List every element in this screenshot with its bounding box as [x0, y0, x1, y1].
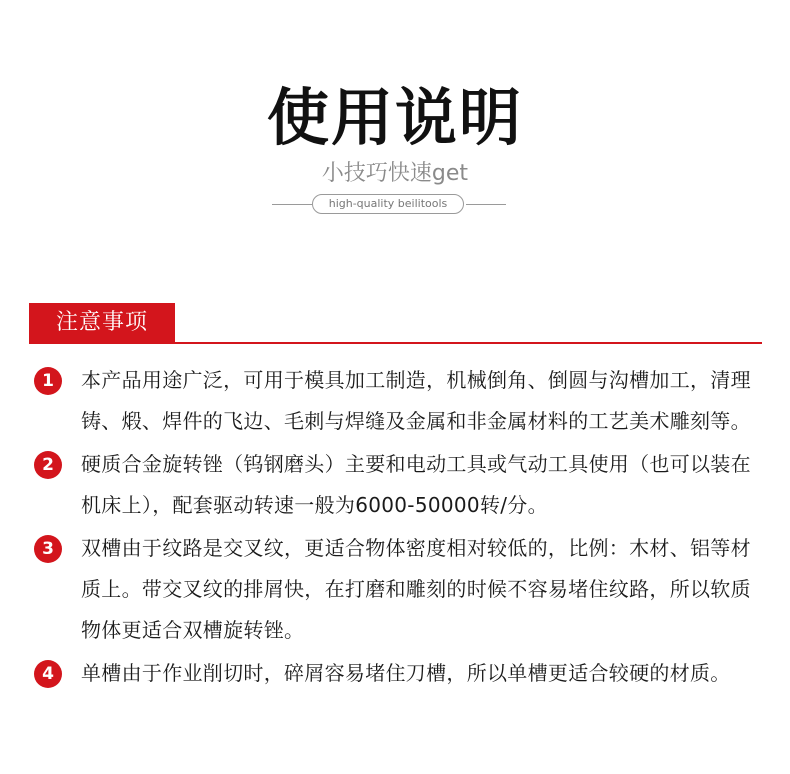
page-subtitle: 小技巧快速get [321, 161, 469, 186]
list-item-text: 双槽由于纹路是交叉纹，更适合物体密度相对较低的，比例：木材、铝等材质上。带交叉纹的排屑快，在打磨和雕刻的时候不容易堵住纹路，所以软质物体更适合双槽旋转锉。 [81, 536, 751, 642]
list-item [34, 360, 762, 442]
page-title: 使用说明 [266, 81, 523, 154]
tagline-divider-right [466, 204, 506, 205]
number-badge: 3 [34, 535, 62, 563]
list-item [34, 528, 762, 651]
list-item [34, 444, 762, 526]
list-item-text: 硬质合金旋转锉（钨钢磨头）主要和电动工具或气动工具使用（也可以装在机床上），配套驱动转速一般为6000-50000转/分。 [81, 452, 751, 517]
list-item [34, 653, 762, 694]
tagline-pill: high-quality beilitools [312, 194, 464, 214]
list-item-text: 单槽由于作业削切时，碎屑容易堵住刀槽，所以单槽更适合较硬的材质。 [81, 661, 731, 685]
tagline-divider-left [272, 204, 312, 205]
notes-list [34, 360, 762, 696]
number-badge: 4 [34, 660, 62, 688]
section-underline [29, 342, 762, 344]
section-heading-badge: 注意事项 [29, 303, 175, 343]
tagline-row [272, 194, 506, 216]
number-badge: 2 [34, 451, 62, 479]
list-item-text: 本产品用途广泛，可用于模具加工制造，机械倒角、倒圆与沟槽加工，清理铸、煅、焊件的飞边、毛刺与焊缝及金属和非金属材料的工艺美术雕刻等。 [81, 368, 751, 433]
number-badge: 1 [34, 367, 62, 395]
